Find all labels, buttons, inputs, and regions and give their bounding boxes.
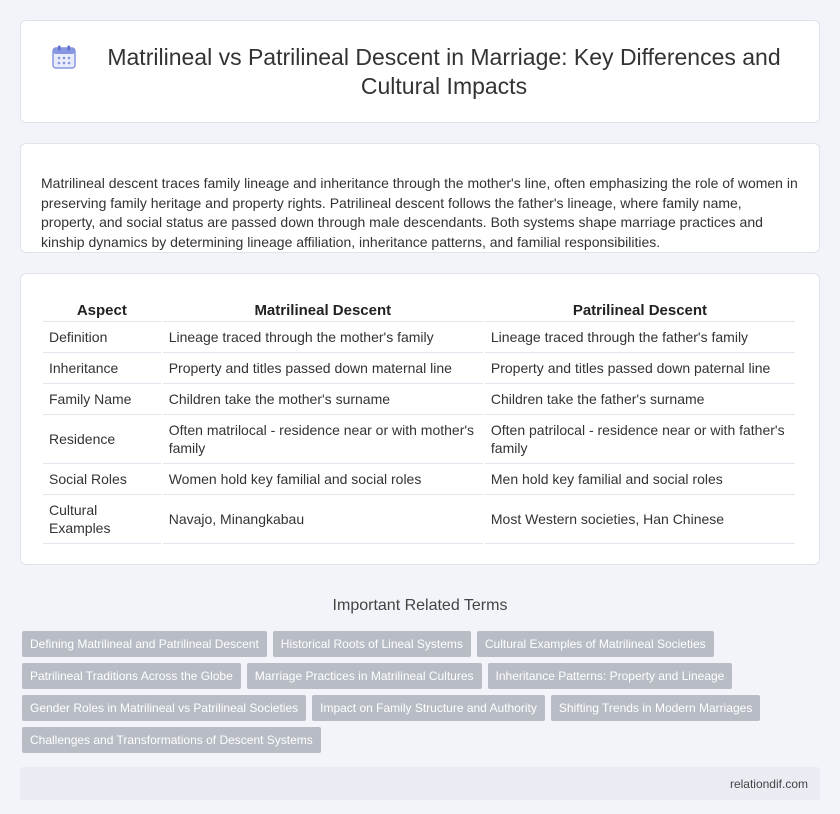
related-term-tag[interactable]: Cultural Examples of Matrilineal Societies	[477, 631, 714, 657]
table-header-row	[43, 296, 795, 322]
table-cell: Property and titles passed down paternal line	[485, 353, 795, 384]
calendar-icon	[51, 44, 77, 70]
table-cell: Lineage traced through the mother's family	[163, 322, 483, 353]
table-row	[43, 322, 795, 353]
table-cell: Inheritance	[43, 353, 161, 384]
related-term-tag[interactable]: Challenges and Transformations of Descent Systems	[22, 727, 321, 753]
related-term-tag[interactable]: Shifting Trends in Modern Marriages	[551, 695, 760, 721]
table-cell: Cultural Examples	[43, 495, 161, 544]
related-term-tag[interactable]: Defining Matrilineal and Patrilineal Descent	[22, 631, 267, 657]
related-terms-list	[20, 631, 820, 753]
table-cell: Residence	[43, 415, 161, 464]
comparison-table-card	[20, 273, 820, 565]
table-cell: Men hold key familial and social roles	[485, 464, 795, 495]
related-term-tag[interactable]: Gender Roles in Matrilineal vs Patrilineal Societies	[22, 695, 306, 721]
table-cell: Definition	[43, 322, 161, 353]
related-term-tag[interactable]: Historical Roots of Lineal Systems	[273, 631, 471, 657]
table-row	[43, 353, 795, 384]
related-terms-title: Important Related Terms	[332, 597, 508, 614]
footer	[20, 767, 820, 800]
table-cell: Often patrilocal - residence near or with father's family	[485, 415, 795, 464]
intro-text: Matrilineal descent traces family lineage and inheritance through the mother's line, often emphasizing the role of women in preserving family heritage and property rights. Patrilineal descent follows the father's lineage, where family name, property, and social status are passed down through male descendants. Both systems shape marriage practices and kinship dynamics by determining lineage affiliation, inheritance patterns, and familial responsibilities.	[41, 175, 798, 250]
table-cell: Navajo, Minangkabau	[163, 495, 483, 544]
table-cell: Social Roles	[43, 464, 161, 495]
table-header-cell: Patrilineal Descent	[485, 296, 795, 322]
table-cell: Women hold key familial and social roles	[163, 464, 483, 495]
table-cell: Children take the mother's surname	[163, 384, 483, 415]
table-row	[43, 464, 795, 495]
table-cell: Often matrilocal - residence near or with mother's family	[163, 415, 483, 464]
table-cell: Children take the father's surname	[485, 384, 795, 415]
table-row	[43, 415, 795, 464]
table-cell: Property and titles passed down maternal line	[163, 353, 483, 384]
related-term-tag[interactable]: Impact on Family Structure and Authority	[312, 695, 545, 721]
table-header-cell: Aspect	[43, 296, 161, 322]
table-row	[43, 495, 795, 544]
related-term-tag[interactable]: Inheritance Patterns: Property and Lineage	[488, 663, 733, 689]
header-card	[20, 20, 820, 123]
intro-card	[20, 143, 820, 253]
table-cell: Lineage traced through the father's family	[485, 322, 795, 353]
table-cell: Most Western societies, Han Chinese	[485, 495, 795, 544]
footer-site-link[interactable]: relationdif.com	[729, 776, 808, 791]
table-header-cell: Matrilineal Descent	[163, 296, 483, 322]
table-row	[43, 384, 795, 415]
related-term-tag[interactable]: Marriage Practices in Matrilineal Cultures	[247, 663, 482, 689]
page-title: Matrilineal vs Patrilineal Descent in Marriage: Key Differences and Cultural Impacts	[107, 43, 781, 99]
comparison-table	[41, 296, 797, 544]
table-cell: Family Name	[43, 384, 161, 415]
related-term-tag[interactable]: Patrilineal Traditions Across the Globe	[22, 663, 241, 689]
